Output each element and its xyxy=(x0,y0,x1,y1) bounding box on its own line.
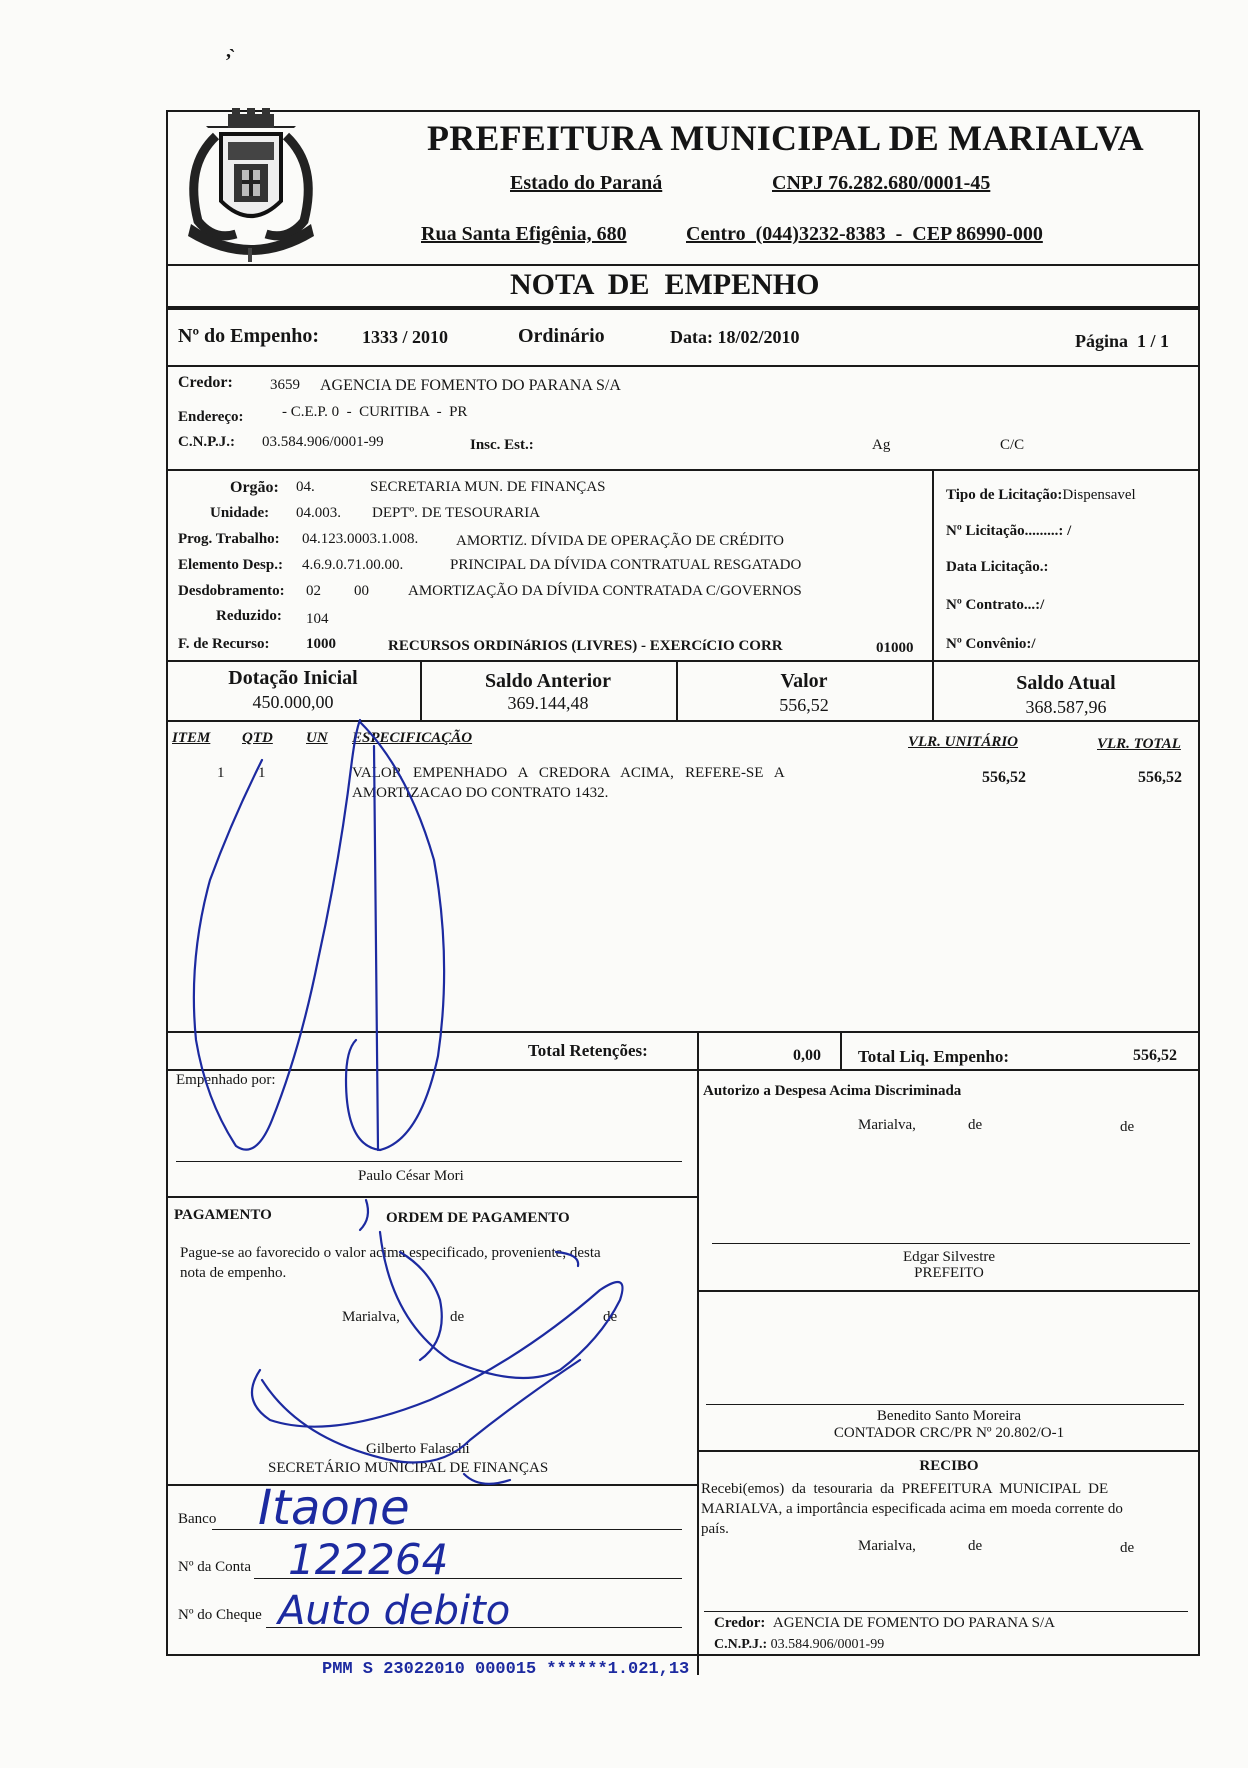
saldo-anterior-label: Saldo Anterior xyxy=(484,670,612,692)
empenho-number-label: Nº do Empenho: xyxy=(178,325,320,347)
page-indicator: Página 1 / 1 xyxy=(1075,331,1170,351)
reduzido-label: Reduzido: xyxy=(216,608,282,624)
recibo-place: Marialva, xyxy=(858,1538,916,1554)
autorizo-label: Autorizo a Despesa Acima Discriminada xyxy=(703,1083,962,1099)
row-valor-total: 556,52 xyxy=(1138,769,1182,786)
address-street: Rua Santa Efigênia, 680 xyxy=(421,223,627,245)
data-licitacao: Data Licitação.: xyxy=(946,559,1049,575)
secretario-name: Gilberto Falaschi xyxy=(366,1441,470,1457)
desdobramento-a: 02 xyxy=(306,583,321,599)
orgao-label: Orgão: xyxy=(230,479,279,496)
autorizo-de1: de xyxy=(968,1117,983,1133)
valor-label: Valor xyxy=(780,670,828,692)
row-spec-line2: AMORTIZACAO DO CONTRATO 1432. xyxy=(352,785,609,801)
pagamento-de1: de xyxy=(450,1309,465,1325)
conta-corrente-label: C/C xyxy=(1000,437,1025,453)
document-title: NOTA DE EMPENHO xyxy=(510,268,820,301)
dotacao-label: Dotação Inicial xyxy=(228,667,358,689)
credor-code: 3659 xyxy=(270,377,300,393)
valor-value: 556,52 xyxy=(779,695,829,715)
pagamento-text-1: Pague-se ao favorecido o valor acima especificado, proveniente, desta xyxy=(180,1245,601,1261)
unidade-code: 04.003. xyxy=(296,505,341,521)
total-retencoes-value: 0,00 xyxy=(793,1047,821,1064)
fonte-recurso-number: 01000 xyxy=(876,640,914,656)
credor-address: - C.E.P. 0 - CURITIBA - PR xyxy=(282,404,468,420)
saldo-atual-label: Saldo Atual xyxy=(1016,672,1116,694)
recibo-text-3: país. xyxy=(701,1521,729,1537)
empenho-number: 1333 / 2010 xyxy=(362,327,449,347)
recibo-text-2: MARIALVA, a importância especificada acima em moeda corrente do xyxy=(701,1501,1123,1517)
fonte-recurso-name: RECURSOS ORDINáRIOS (LIVRES) - EXERCíCIO CORR xyxy=(388,638,783,654)
unidade-name: DEPTº. DE TESOURARIA xyxy=(372,505,541,521)
orgao-code: 04. xyxy=(296,479,315,495)
empenhado-por-name: Paulo César Mori xyxy=(358,1168,464,1184)
prog-label: Prog. Trabalho: xyxy=(178,531,280,547)
elemento-label: Elemento Desp.: xyxy=(178,557,283,573)
row-qtd: 1 xyxy=(258,765,266,781)
contador-title: CONTADOR CRC/PR Nº 20.802/O-1 xyxy=(833,1425,1065,1441)
contador-name: Benedito Santo Moreira xyxy=(876,1408,1022,1424)
recibo-label: RECIBO xyxy=(919,1458,979,1474)
saldo-atual-value: 368.587,96 xyxy=(1025,697,1107,717)
prog-code: 04.123.0003.1.008. xyxy=(302,531,419,547)
numero-contrato: Nº Contrato...:/ xyxy=(946,597,1045,613)
fonte-recurso-label: F. de Recurso: xyxy=(178,636,270,652)
desdobramento-name: AMORTIZAÇÃO DA DÍVIDA CONTRATADA C/GOVERNOS xyxy=(408,583,802,599)
total-liquido-value: 556,52 xyxy=(1133,1047,1177,1064)
credor-cnpj: 03.584.906/0001-99 xyxy=(262,434,384,450)
empenho-type: Ordinário xyxy=(518,325,605,347)
recibo-de1: de xyxy=(968,1538,983,1554)
cheque-label: Nº do Cheque xyxy=(178,1607,262,1623)
recibo-cnpj: C.N.P.J.: 03.584.906/0001-99 xyxy=(714,1637,885,1652)
orgao-name: SECRETARIA MUN. DE FINANÇAS xyxy=(370,479,606,495)
address-label: Endereço: xyxy=(178,409,244,425)
elemento-code: 4.6.9.0.71.00.00. xyxy=(302,557,404,573)
state-name: Estado do Paraná xyxy=(510,172,663,194)
pagamento-text-2: nota de empenho. xyxy=(180,1265,287,1281)
reduzido-value: 104 xyxy=(306,611,329,627)
banco-handwritten: Itaone xyxy=(258,1480,410,1536)
secretario-title: SECRETÁRIO MUNICIPAL DE FINANÇAS xyxy=(268,1460,549,1476)
numero-licitacao: Nº Licitação.........: / xyxy=(946,523,1072,539)
unidade-label: Unidade: xyxy=(210,505,270,521)
scan-mark: ’ ̀ xyxy=(225,50,236,72)
cnpj-label: C.N.P.J.: xyxy=(178,434,235,450)
row-valor-unitario: 556,52 xyxy=(982,769,1026,786)
empenhado-por-label: Empenhado por: xyxy=(176,1072,276,1088)
pagamento-de2: de xyxy=(603,1309,618,1325)
authentication-stamp: PMM S 23022010 000015 ******1.021,13 xyxy=(322,1660,690,1679)
col-qtd: QTD xyxy=(242,730,273,746)
agencia-label: Ag xyxy=(872,437,891,453)
fonte-recurso-code: 1000 xyxy=(306,636,336,652)
pagamento-label: PAGAMENTO xyxy=(174,1207,272,1223)
recibo-de2: de xyxy=(1120,1540,1135,1556)
pagamento-place: Marialva, xyxy=(342,1309,400,1325)
row-spec-line1: VALOR EMPENHADO A CREDORA ACIMA, REFERE-SE A xyxy=(352,765,785,781)
tipo-licitacao: Tipo de Licitação:Dispensavel xyxy=(946,487,1136,503)
municipality-title: PREFEITURA MUNICIPAL DE MARIALVA xyxy=(427,118,1144,158)
total-liquido-label: Total Liq. Empenho: xyxy=(858,1047,1009,1066)
autorizo-de2: de xyxy=(1120,1119,1135,1135)
credor-name: AGENCIA DE FOMENTO DO PARANA S/A xyxy=(320,377,621,394)
dotacao-value: 450.000,00 xyxy=(252,692,334,712)
prog-name: AMORTIZ. DÍVIDA DE OPERAÇÃO DE CRÉDITO xyxy=(456,533,784,549)
elemento-name: PRINCIPAL DA DÍVIDA CONTRATUAL RESGATADO xyxy=(450,557,802,573)
prefeito-title: PREFEITO xyxy=(914,1265,984,1281)
insc-est-label: Insc. Est.: xyxy=(470,437,534,453)
desdobramento-b: 00 xyxy=(354,583,369,599)
ordem-pagamento-label: ORDEM DE PAGAMENTO xyxy=(386,1210,570,1226)
conta-label: Nº da Conta xyxy=(178,1559,251,1575)
desdobramento-label: Desdobramento: xyxy=(178,583,285,599)
credor-label: Credor: xyxy=(178,374,233,391)
cnpj-header: CNPJ 76.282.680/0001-45 xyxy=(772,172,991,194)
row-item: 1 xyxy=(217,765,225,781)
col-item: ITEM xyxy=(172,730,211,746)
saldo-anterior-value: 369.144,48 xyxy=(507,693,589,713)
banco-label: Banco xyxy=(178,1511,217,1527)
recibo-credor: Credor: AGENCIA DE FOMENTO DO PARANA S/A xyxy=(714,1615,1055,1631)
col-valor-unitario: VLR. UNITÁRIO xyxy=(908,734,1019,750)
col-valor-total: VLR. TOTAL xyxy=(1097,736,1181,752)
conta-handwritten: 122264 xyxy=(288,1535,449,1584)
numero-convenio: Nº Convênio:/ xyxy=(946,636,1036,652)
total-retencoes-label: Total Retenções: xyxy=(528,1041,648,1060)
col-especificacao: ESPECIFICAÇÃO xyxy=(352,730,473,746)
address-centro: Centro (044)3232-8383 - CEP 86990-000 xyxy=(686,223,1043,245)
col-un: UN xyxy=(306,730,328,746)
cheque-handwritten: Auto debito xyxy=(278,1588,511,1634)
prefeito-name: Edgar Silvestre xyxy=(902,1249,996,1265)
empenho-date: Data: 18/02/2010 xyxy=(670,327,800,347)
autorizo-place: Marialva, xyxy=(858,1117,916,1133)
recibo-text-1: Recebi(emos) da tesouraria da PREFEITURA MUNICIPAL DE xyxy=(701,1481,1109,1497)
